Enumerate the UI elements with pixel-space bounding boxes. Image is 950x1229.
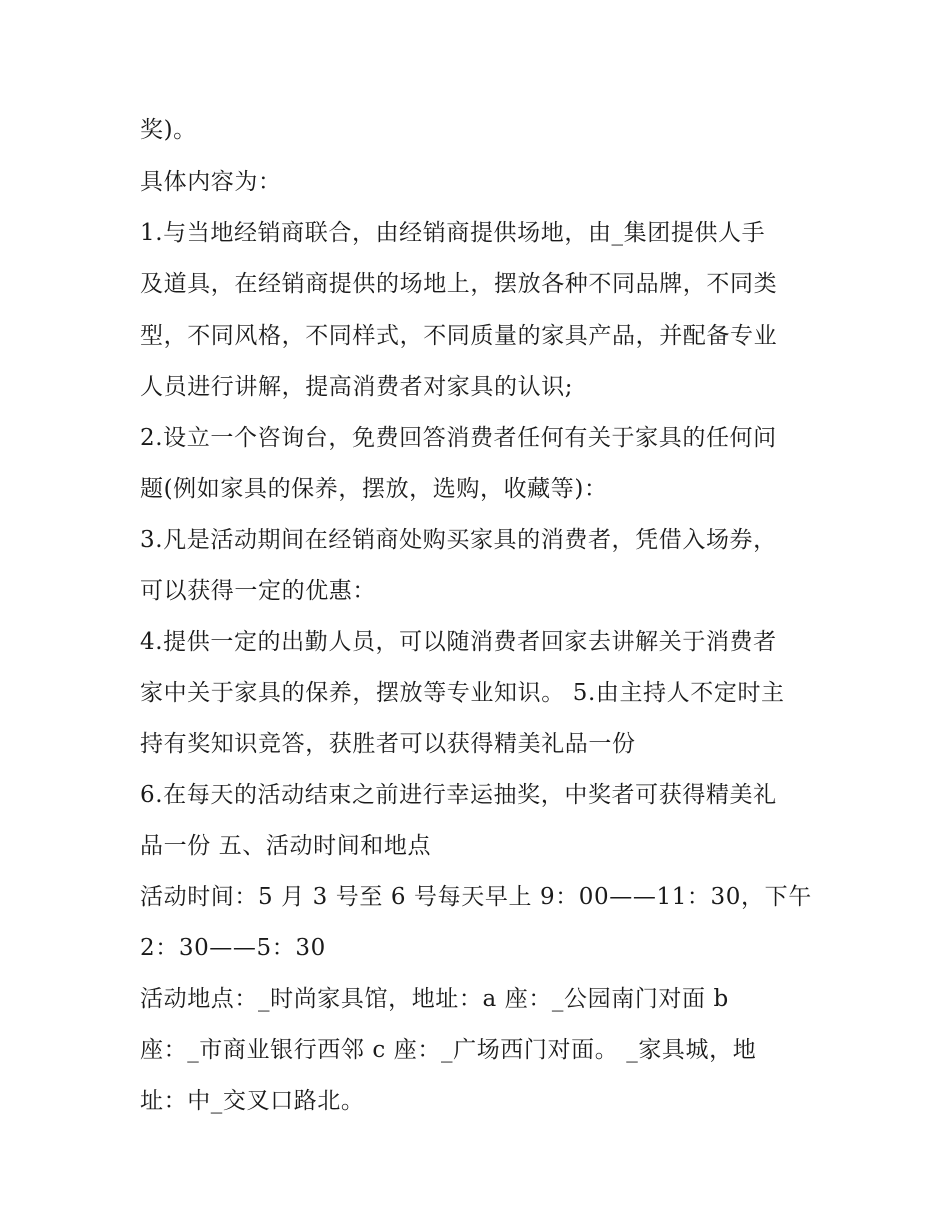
text-line: 6.在每天的活动结束之前进行幸运抽奖，中奖者可获得精美礼 — [140, 782, 777, 808]
text-line: 座：_市商业银行西邻 c 座：_广场西门对面。 _家具城，地 — [140, 1037, 757, 1063]
text-line: 具体内容为： — [140, 169, 282, 195]
text-line: 活动地点：_时尚家具馆，地址：a 座：_公园南门对面 b — [140, 986, 729, 1012]
text-line: 活动时间：5 月 3 号至 6 号每天早上 9：00——11：30，下午 — [140, 884, 812, 910]
text-line: 可以获得一定的优惠： — [140, 578, 376, 604]
text-line: 及道具，在经销商提供的场地上，摆放各种不同品牌，不同类 — [140, 271, 778, 297]
text-line: 2：30——5：30 — [140, 935, 326, 961]
text-line: 品一份 五、活动时间和地点 — [140, 833, 432, 859]
text-line: 4.提供一定的出勤人员，可以随消费者回家去讲解关于消费者 — [140, 629, 777, 655]
text-line: 1.与当地经销商联合，由经销商提供场地，由_集团提供人手 — [140, 220, 766, 246]
text-line: 家中关于家具的保养，摆放等专业知识。 5.由主持人不定时主 — [140, 680, 785, 706]
text-line: 型，不同风格，不同样式，不同质量的家具产品，并配备专业 — [140, 323, 778, 349]
text-line: 址：中_交叉口路北。 — [140, 1088, 365, 1114]
text-line: 持有奖知识竞答，获胜者可以获得精美礼品一份 — [140, 731, 636, 757]
text-line: 3.凡是活动期间在经销商处购买家具的消费者，凭借入场券， — [140, 527, 777, 553]
text-line: 题(例如家具的保养，摆放，选购，收藏等)： — [140, 476, 608, 502]
text-line: 人员进行讲解，提高消费者对家具的认识; — [140, 374, 574, 400]
text-line: 2.设立一个咨询台，免费回答消费者任何有关于家具的任何问 — [140, 425, 777, 451]
text-line: 奖)。 — [140, 117, 197, 143]
